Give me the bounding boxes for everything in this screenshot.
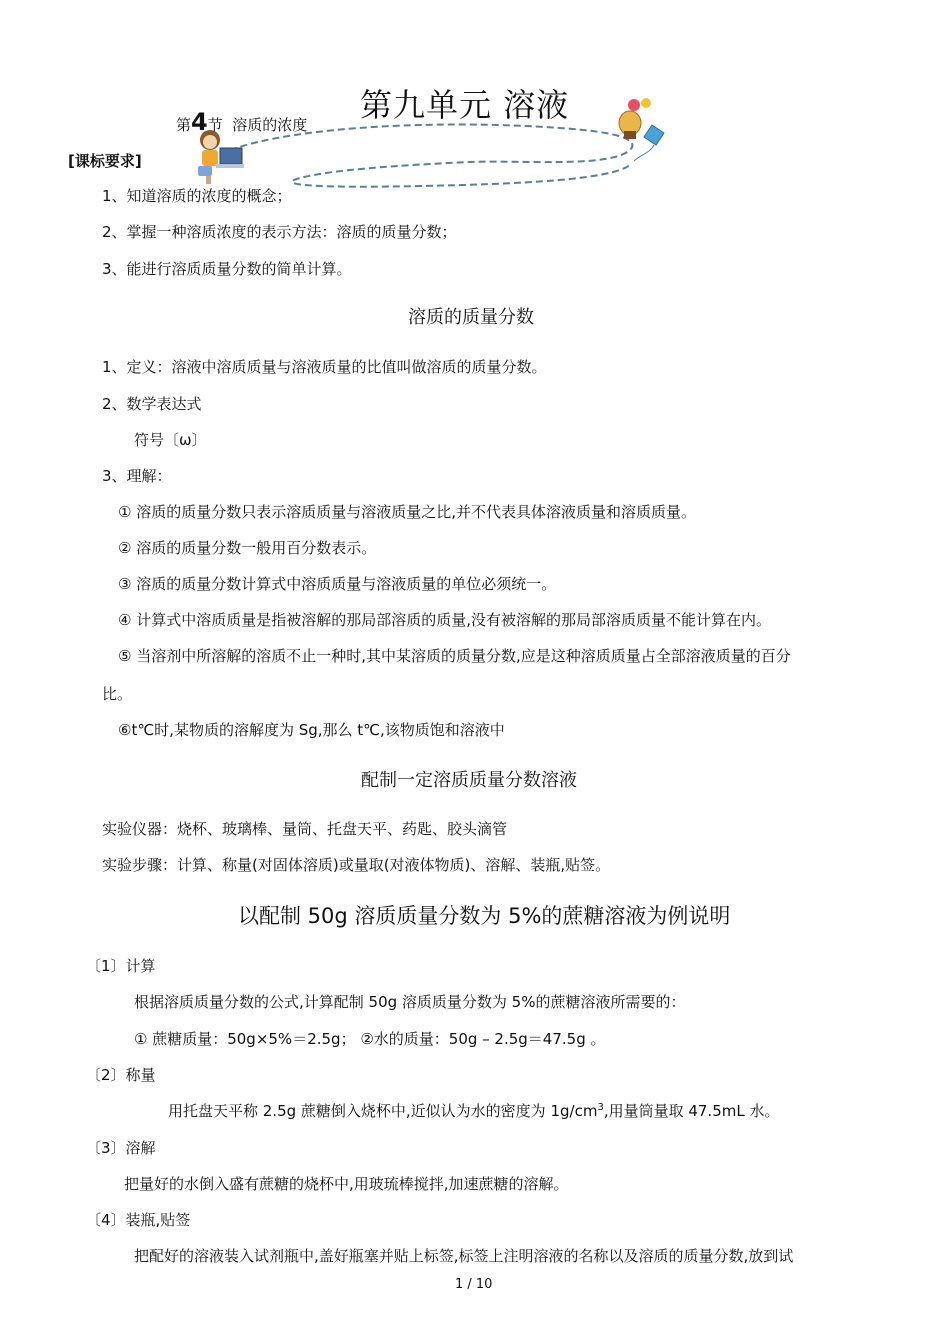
page-indicator: 1 / 10 [455, 1277, 493, 1292]
step2-superscript: 3 [597, 1102, 604, 1113]
step2-text-a: 用托盘天平称 2.5g 蔗糖倒入烧杯中,近似认为水的密度为 1g/cm [168, 1102, 598, 1120]
understanding-point-continued: 比。 [102, 685, 133, 703]
understanding-point: ⑤ 当溶剂中所溶解的溶质不止一种时,其中某溶质的质量分数,应是这种溶质质量占全部溶液质量的百分 [118, 647, 791, 665]
understanding-point: ① 溶质的质量分数只表示溶质质量与溶液质量之比,并不代表具体溶液质量和溶质质量。 [118, 503, 696, 521]
section-heading [176, 108, 307, 136]
understanding-point: ⑥t℃时,某物质的溶解度为 Sg,那么 t℃,该物质饱和溶液中 [118, 721, 505, 739]
instruments-text: 实验仪器：烧杯、玻璃棒、量筒、托盘天平、药匙、胶头滴管 [102, 820, 508, 838]
mass-fraction-heading: 溶质的质量分数 [408, 307, 534, 328]
standards-label: [课标要求] [68, 152, 142, 170]
page-title: 第九单元 溶液 [360, 86, 570, 124]
understanding-point: ③ 溶质的质量分数计算式中溶质质量与溶液质量的单位必须统一。 [118, 575, 557, 593]
standard-item: 1、知道溶质的浓度的概念； [102, 187, 292, 205]
step3-label: 〔3〕溶解 [86, 1139, 156, 1157]
step3-text: 把量好的水倒入盛有蔗糖的烧杯中,用玻琉棒搅拌,加速蔗糖的溶解。 [124, 1175, 569, 1193]
section-title: 溶质的浓度 [232, 116, 308, 134]
step1-label: 〔1〕计算 [86, 957, 156, 975]
girl-with-laptop-icon [192, 128, 252, 188]
understanding-label: 3、理解： [102, 467, 172, 485]
steps-text: 实验步骤：计算、称量(对固体溶质)或量取(对液体物质)、溶解、装瓶,贴签。 [102, 856, 611, 874]
understanding-point: ② 溶质的质量分数一般用百分数表示。 [118, 539, 377, 557]
step2-label: 〔2〕称量 [86, 1066, 156, 1084]
symbol-text: 符号〔ω〕 [134, 431, 207, 449]
section-prefix: 第 [176, 116, 192, 134]
step2-text [168, 1100, 780, 1121]
example-heading: 以配制 50g 溶质质量分数为 5%的蔗糖溶液为例说明 [238, 904, 731, 928]
step4-label: 〔4〕装瓶,贴签 [86, 1211, 191, 1229]
understanding-point: ④ 计算式中溶质质量是指被溶解的那局部溶质的质量,没有被溶解的那局部溶质质量不能计算在内。 [118, 611, 771, 629]
section-number: 4 [191, 108, 208, 136]
section-suffix: 节 [207, 116, 223, 134]
standard-item: 2、掌握一种溶质浓度的表示方法：溶质的质量分数； [102, 223, 457, 241]
step2-text-b: ,用量筒量取 47.5mL 水。 [603, 1102, 780, 1120]
step1-calc: ① 蔗糖质量：50g×5%＝2.5g； ②水的质量：50g – 2.5g＝47.5g 。 [134, 1030, 606, 1048]
expression-text: 2、数学表达式 [102, 395, 202, 413]
step4-text: 把配好的溶液装入试剂瓶中,盖好瓶塞并贴上标签,标签上注明溶液的名称以及溶质的质量分数,放到试 [134, 1247, 794, 1265]
step1-text: 根据溶质质量分数的公式,计算配制 50g 溶质质量分数为 5%的蔗糖溶液所需要的： [134, 993, 686, 1011]
definition-text: 1、定义：溶液中溶质质量与溶液质量的比值叫做溶质的质量分数。 [102, 358, 547, 376]
balloon-kite-icon [610, 95, 680, 175]
preparation-heading: 配制一定溶质质量分数溶液 [361, 770, 577, 791]
decorative-dashed-swirl [0, 0, 950, 200]
standard-item: 3、能进行溶质质量分数的简单计算。 [102, 260, 352, 278]
